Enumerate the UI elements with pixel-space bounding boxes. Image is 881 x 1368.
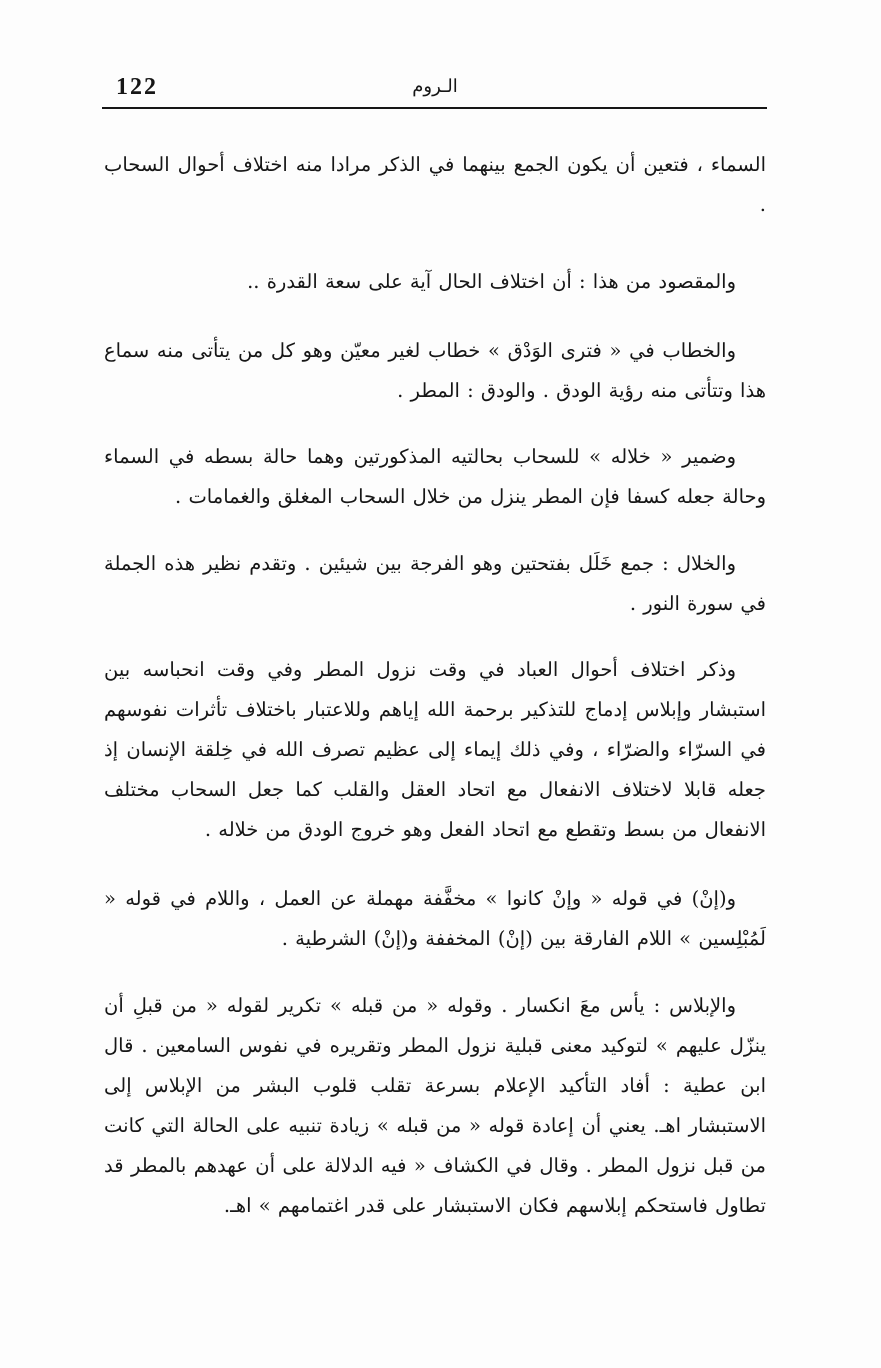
paragraph-4: وضمير « خلاله » للسحاب بحالتيه المذكورتين وهما حالة بسطه في السماء وحالة جعله كسفا فإن المطر ينزل من خلال السحاب المغلق والغمامات . — [104, 445, 766, 508]
running-title: الـروم — [412, 76, 458, 97]
paragraph-5: والخلال : جمع خَلَل بفتحتين وهو الفرجة بين شيئين . وتقدم نظير هذه الجملة في سورة النور . — [104, 552, 766, 615]
paragraph-8: والإبلاس : يأس معَ انكسار . وقوله « من قبله » تكرير لقوله « من قبلِ أن ينزّل عليهم » لتوكيد معنى قبلية نزول المطر وتقريره في نفوس السامعين . قال ابن عطية : أفاد التأكيد الإعلام بسرعة تقلب قلوب البشر من الإبلاس إلى الاستبشار اهـ. يعني أن إعادة قوله « من قبله » زيادة تنبيه على الحالة التي كانت من قبل نزول المطر . وقال في الكشاف « فيه الدلالة على أن عهدهم بالمطر قد تطاول فاستحكم إبلاسهم فكان الاستبشار على قدر اغتمامهم » اهـ. — [104, 994, 767, 1217]
paragraph-2: والمقصود من هذا : أن اختلاف الحال آية على سعة القدرة .. — [247, 270, 736, 293]
header-rule — [102, 107, 767, 109]
paragraph-1: السماء ، فتعين أن يكون الجمع بينهما في الذكر مرادا منه اختلاف أحوال السحاب . — [104, 153, 766, 216]
paragraph-7: و(إنْ) في قوله « وإنْ كانوا » مخفَّفة مهملة عن العمل ، واللام في قوله « لَمُبْلِسين » اللام الفارقة بين (إنْ) المخففة و(إنْ) الشرطية . — [104, 887, 766, 950]
page-header — [104, 66, 766, 106]
page-body — [104, 145, 766, 1226]
paragraph-6: وذكر اختلاف أحوال العباد في وقت نزول المطر وفي وقت انحباسه بين استبشار وإبلاس إدماج للتذكير برحمة الله إياهم وللاعتبار باختلاف تأثرات نفوسهم في السرّاء والضرّاء ، وفي ذلك إيماء إلى عظيم تصرف الله في خِلقة الإنسان إذ جعله قابلا لاختلاف الانفعال مع اتحاد العقل والقلب كما جعل السحاب مختلف الانفعال من بسط وتقطع مع اتحاد الفعل وهو خروج الودق من خلاله . — [104, 658, 766, 841]
page-number: 122 — [116, 74, 158, 100]
paragraph-3: والخطاب في « فترى الوَدْق » خطاب لغير معيّن وهو كل من يتأتى منه سماع هذا وتتأتى منه رؤية الودق . والودق : المطر . — [104, 339, 766, 402]
